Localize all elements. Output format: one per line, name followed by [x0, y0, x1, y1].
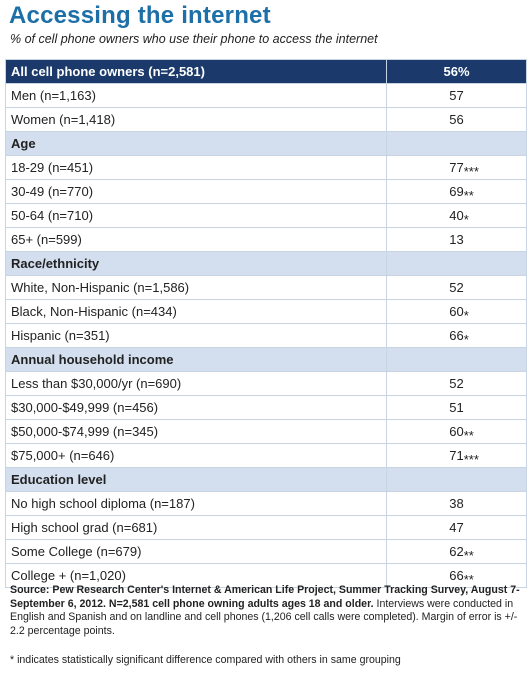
table-row	[6, 228, 527, 252]
row-value-cell	[387, 276, 527, 300]
table-row	[6, 84, 527, 108]
significance-note: * indicates statistically significant difference compared with others in same grouping	[10, 654, 401, 666]
section-value-cell	[387, 252, 527, 276]
row-value-wrap	[449, 424, 474, 443]
table-row	[6, 540, 527, 564]
significance-marker: **	[463, 428, 474, 443]
row-label: $75,000+ (n=646)	[6, 444, 387, 468]
significance-marker: **	[463, 572, 474, 587]
row-value: 52	[449, 280, 464, 295]
page-subtitle: % of cell phone owners who use their phone to access the internet	[10, 32, 378, 46]
row-value-wrap	[449, 184, 474, 203]
row-value-wrap	[449, 304, 469, 323]
row-value: 71	[449, 448, 464, 463]
row-value: 57	[449, 88, 464, 103]
section-row	[6, 348, 527, 372]
row-value-wrap	[449, 160, 479, 179]
row-value: 69	[449, 184, 464, 199]
row-value-cell	[387, 516, 527, 540]
table-row	[6, 372, 527, 396]
row-value-cell	[387, 420, 527, 444]
row-label: Women (n=1,418)	[6, 108, 387, 132]
row-label: 18-29 (n=451)	[6, 156, 387, 180]
row-value-cell	[387, 84, 527, 108]
row-value-cell	[387, 444, 527, 468]
row-label: Hispanic (n=351)	[6, 324, 387, 348]
significance-marker: ***	[463, 164, 479, 179]
table-row	[6, 276, 527, 300]
row-value: 60	[449, 424, 464, 439]
row-value-cell	[387, 324, 527, 348]
section-value-cell	[387, 468, 527, 492]
table-row	[6, 516, 527, 540]
row-label: Men (n=1,163)	[6, 84, 387, 108]
table-row	[6, 204, 527, 228]
row-value-cell	[387, 540, 527, 564]
row-label: $30,000-$49,999 (n=456)	[6, 396, 387, 420]
table-row	[6, 180, 527, 204]
section-value-cell	[387, 132, 527, 156]
row-label: Some College (n=679)	[6, 540, 387, 564]
section-label: Age	[6, 132, 387, 156]
row-value-cell	[387, 492, 527, 516]
row-value-cell	[387, 372, 527, 396]
row-value-cell	[387, 180, 527, 204]
row-label: No high school diploma (n=187)	[6, 492, 387, 516]
table-header-row	[6, 60, 527, 84]
section-label: Race/ethnicity	[6, 252, 387, 276]
source-rest: Interviews were conducted in English and Spanish and on landline and cell phones (1,206 cell calls were completed). Margin of error is +/- 2.2 percentage points.	[10, 597, 518, 637]
row-value-wrap	[449, 208, 469, 227]
header-label: All cell phone owners (n=2,581)	[6, 60, 387, 84]
row-value-wrap	[449, 448, 479, 467]
row-value-cell	[387, 156, 527, 180]
row-label: Less than $30,000/yr (n=690)	[6, 372, 387, 396]
row-label: $50,000-$74,999 (n=345)	[6, 420, 387, 444]
row-value-cell	[387, 108, 527, 132]
table-row	[6, 324, 527, 348]
page-title: Accessing the internet	[9, 2, 271, 29]
significance-marker: *	[463, 332, 469, 347]
row-value: 40	[449, 208, 464, 223]
source-note	[10, 584, 525, 638]
row-value-cell	[387, 300, 527, 324]
row-value-cell	[387, 228, 527, 252]
row-value: 47	[449, 520, 464, 535]
table-row	[6, 108, 527, 132]
row-value: 60	[449, 304, 464, 319]
row-value: 51	[449, 400, 464, 415]
row-label: 65+ (n=599)	[6, 228, 387, 252]
table-row	[6, 492, 527, 516]
section-label: Education level	[6, 468, 387, 492]
row-label: Black, Non-Hispanic (n=434)	[6, 300, 387, 324]
table-row	[6, 300, 527, 324]
significance-marker: **	[463, 548, 474, 563]
significance-marker: **	[463, 188, 474, 203]
row-value-wrap	[449, 544, 474, 563]
significance-marker: *	[463, 308, 469, 323]
significance-marker: ***	[463, 452, 479, 467]
header-value: 56%	[387, 60, 527, 84]
row-value: 77	[449, 160, 464, 175]
row-value: 62	[449, 544, 464, 559]
row-label: 50-64 (n=710)	[6, 204, 387, 228]
table-row	[6, 420, 527, 444]
table-row	[6, 396, 527, 420]
section-row	[6, 468, 527, 492]
row-label: High school grad (n=681)	[6, 516, 387, 540]
row-label: College + (n=1,020)	[6, 564, 387, 588]
section-value-cell	[387, 348, 527, 372]
row-value-wrap	[449, 328, 469, 347]
row-value-cell	[387, 396, 527, 420]
table-row	[6, 444, 527, 468]
section-row	[6, 252, 527, 276]
section-label: Annual household income	[6, 348, 387, 372]
source-lead: Source: Pew Research Center's Internet & American Life Project, Summer Tracking Survey, August 7-September 6, 2012. N=2,581 cell phone owning adults ages 18 and older.	[10, 584, 520, 610]
table-row	[6, 156, 527, 180]
data-table	[5, 59, 527, 588]
row-value: 13	[449, 232, 464, 247]
row-value: 38	[449, 496, 464, 511]
row-value-cell	[387, 204, 527, 228]
significance-marker: *	[463, 212, 469, 227]
row-value: 66	[449, 328, 464, 343]
row-value-wrap	[449, 568, 474, 587]
row-label: White, Non-Hispanic (n=1,586)	[6, 276, 387, 300]
section-row	[6, 132, 527, 156]
row-value: 52	[449, 376, 464, 391]
row-label: 30-49 (n=770)	[6, 180, 387, 204]
row-value: 66	[449, 568, 464, 583]
row-value: 56	[449, 112, 464, 127]
